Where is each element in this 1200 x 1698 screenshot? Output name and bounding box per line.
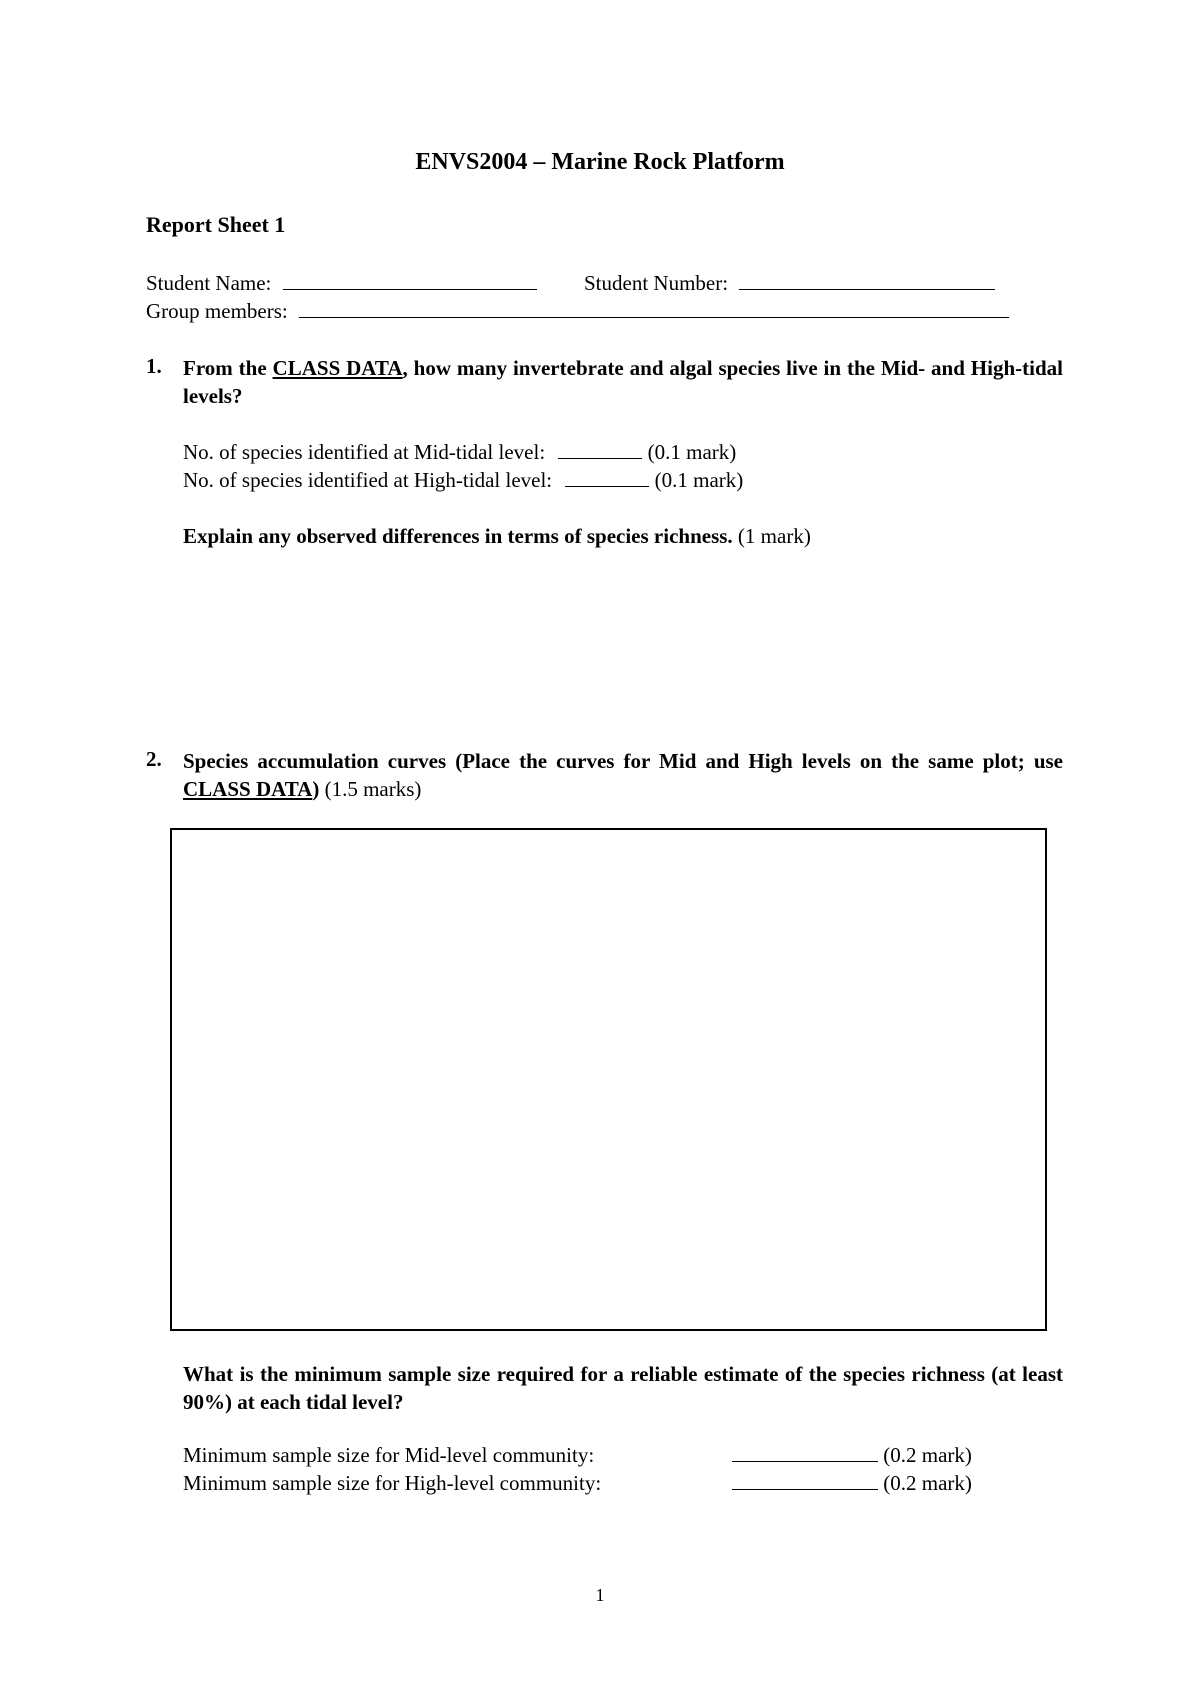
min-sample-mid-row [183, 1443, 594, 1468]
question-2-text-close: ) [312, 777, 320, 801]
high-species-row [183, 468, 743, 493]
class-data-link-2: CLASS DATA [183, 777, 313, 801]
mid-species-field[interactable] [558, 440, 642, 459]
min-sample-mid-field[interactable] [732, 1443, 878, 1462]
explain-differences-mark: (1 mark) [737, 524, 811, 548]
explain-differences-prompt [183, 524, 811, 549]
group-members-row [146, 299, 1009, 324]
question-1-text-end: , how many invertebrate and algal species live in the Mid- and High-tidal levels? [183, 356, 1063, 408]
student-number-label: Student Number: [584, 271, 729, 295]
mid-species-row [183, 440, 736, 465]
question-1-number: 1. [146, 354, 162, 378]
group-members-label: Group members: [146, 299, 288, 323]
student-name-label: Student Name: [146, 271, 272, 295]
group-members-field[interactable] [299, 299, 1009, 318]
report-sheet-heading: Report Sheet 1 [146, 212, 286, 237]
high-species-label: No. of species identified at High-tidal level: [183, 468, 553, 492]
min-sample-mid-label: Minimum sample size for Mid-level community: [183, 1443, 595, 1467]
min-sample-mid-mark: (0.2 mark) [883, 1443, 972, 1467]
min-sample-high-mark: (0.2 mark) [883, 1471, 972, 1495]
min-sample-high-label: Minimum sample size for High-level community: [183, 1471, 602, 1495]
mid-species-label: No. of species identified at Mid-tidal level: [183, 440, 546, 464]
question-2-mark: (1.5 marks) [319, 777, 422, 801]
question-2-text-start: Species accumulation curves (Place the curves for Mid and High levels on the same plot; use [183, 749, 1063, 773]
min-sample-size-question: What is the minimum sample size required for a reliable estimate of the species richness (at least 90%) at each tidal level? [183, 1362, 1063, 1414]
question-1-text [183, 354, 1063, 410]
min-sample-high-row [183, 1471, 601, 1496]
student-number-row [584, 271, 995, 296]
min-sample-high-answer [732, 1471, 972, 1496]
explain-differences-text: Explain any observed differences in terms of species richness. [183, 524, 733, 548]
page-number: 1 [595, 1585, 605, 1605]
min-sample-high-field[interactable] [732, 1471, 878, 1490]
question-2-text [183, 747, 1063, 803]
class-data-link: CLASS DATA [272, 356, 403, 380]
species-accumulation-plot-area[interactable] [170, 828, 1047, 1331]
high-species-mark: (0.1 mark) [654, 468, 744, 492]
question-1-text-start: From the [183, 356, 273, 380]
mid-species-mark: (0.1 mark) [647, 440, 737, 464]
student-name-field[interactable] [283, 271, 537, 290]
high-species-field[interactable] [565, 468, 649, 487]
student-name-row [146, 271, 537, 296]
student-number-field[interactable] [739, 271, 995, 290]
min-sample-mid-answer [732, 1443, 972, 1468]
question-2-number: 2. [146, 747, 162, 771]
document-title: ENVS2004 – Marine Rock Platform [415, 149, 785, 175]
